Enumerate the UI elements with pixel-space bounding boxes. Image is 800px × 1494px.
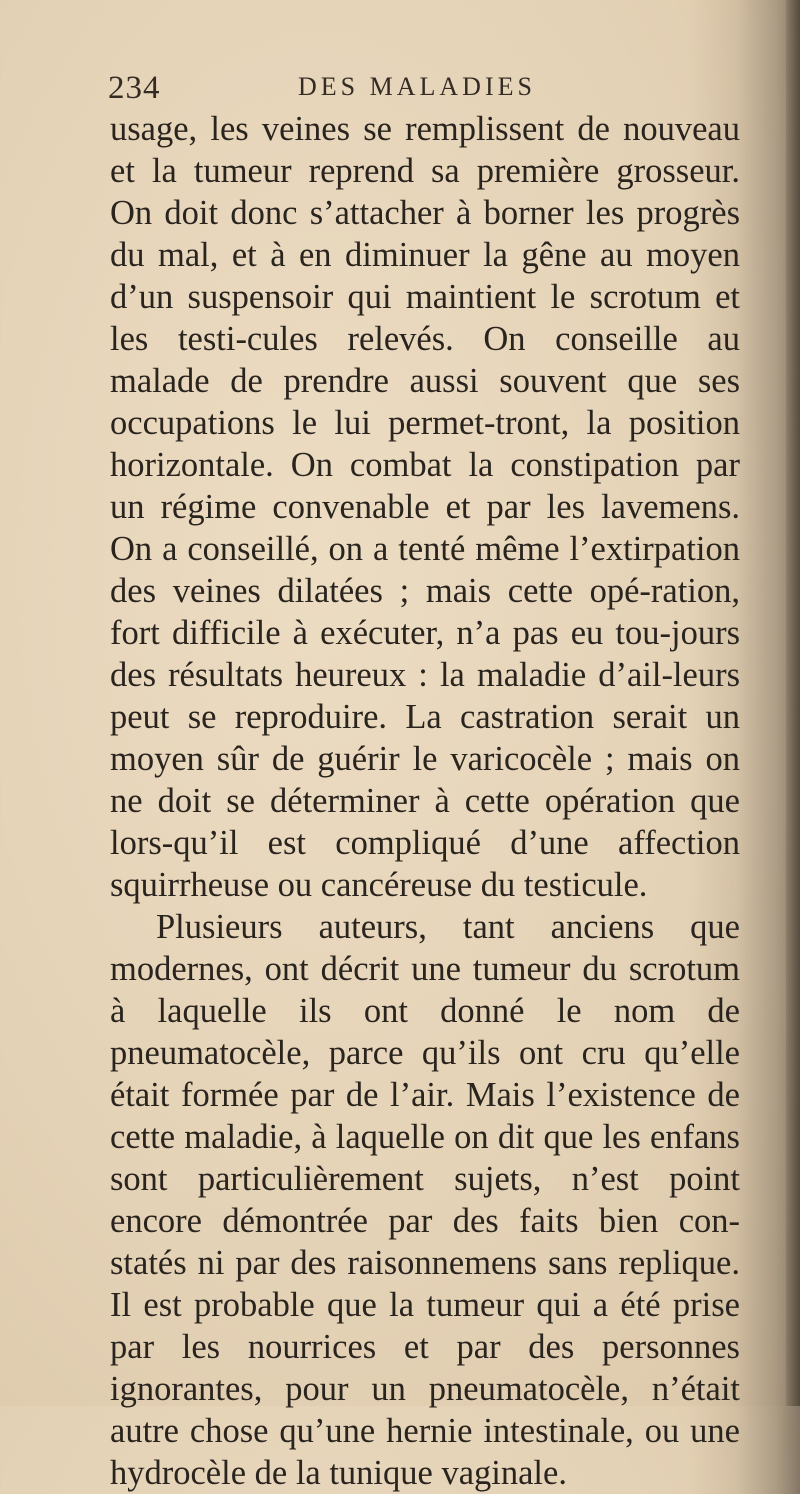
page-edge-shadow — [786, 0, 800, 1406]
paragraph-1: usage, les veines se remplissent de nouveau et la tumeur reprend sa première grosseur. On doit donc s’attacher à borner les progrès du mal, et à en diminuer la gêne au moyen d’un suspensoir qui maintient le scrotum et les testi-cules relevés. On conseille au malade de prendre aussi souvent que ses occupations le lui permet-tront, la position horizontale. On combat la constipation par un régime convenable et par les lavemens. On a conseillé, on a tenté même l’extirpation des veines dilatées ; mais cette opé-ration, fort difficile à exécuter, n’a pas eu tou-jours des résultats heureux : la maladie d’ail-leurs peut se reproduire. La castration serait un moyen sûr de guérir le varicocèle ; mais on ne doit se déterminer à cette opération que lors-qu’il est compliqué d’une affection squirrheuse ou cancéreuse du testicule. — [110, 110, 740, 904]
running-title: DES MALADIES — [298, 72, 536, 101]
page-number: 234 — [108, 70, 161, 106]
body-text — [110, 108, 740, 1494]
running-head — [108, 62, 758, 108]
paragraph-2: Plusieurs auteurs, tant anciens que modernes, ont décrit une tumeur du scrotum à laquelle ils ont donné le nom de pneumatocèle, parce qu’ils ont cru qu’elle était formée par de l’air. Mais l’existence de cette maladie, à laquelle on dit que les enfans sont particulièrement sujets, n’est point encore démontrée par des faits bien con-statés ni par des raisonnemens sans replique. Il est probable que la tumeur qui a été prise par les nourrices et par des personnes ignorantes, pour un pneumatocèle, n’était autre chose qu’une hernie intestinale, ou une hydrocèle de la tunique vaginale. — [110, 908, 740, 1492]
